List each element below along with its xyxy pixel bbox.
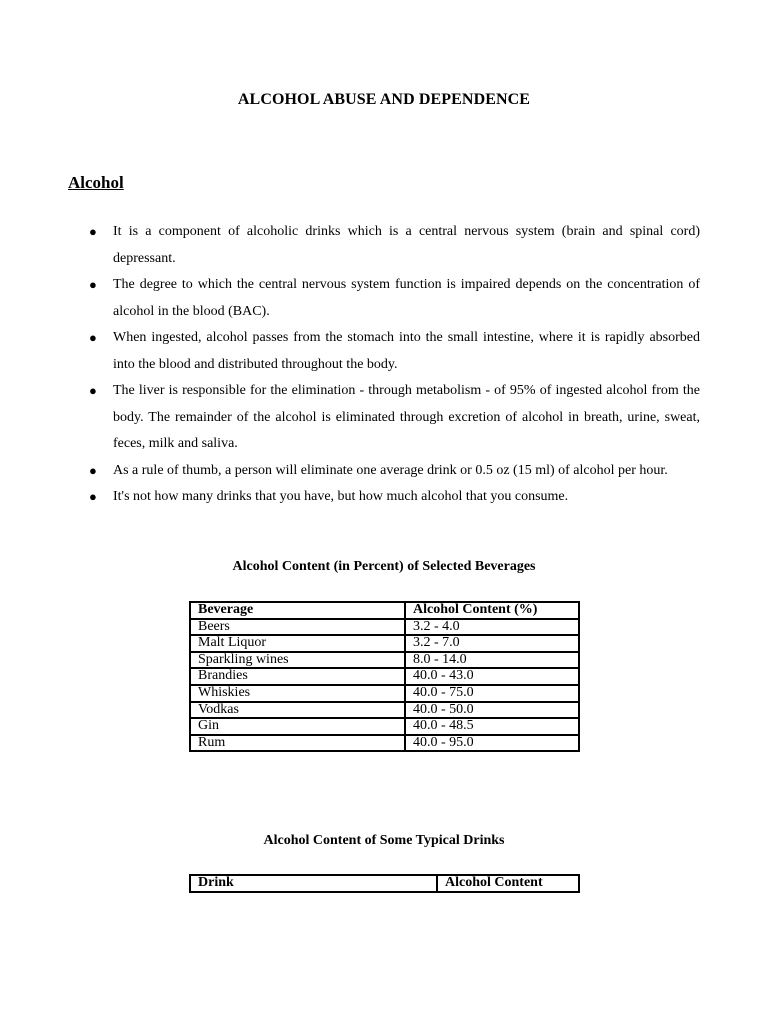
beverage-table xyxy=(189,601,580,752)
table-row xyxy=(190,619,579,636)
table-cell: Whiskies xyxy=(190,685,405,702)
list-item xyxy=(88,272,700,325)
table-row xyxy=(190,735,579,752)
list-item xyxy=(88,484,700,511)
table-cell: 40.0 - 50.0 xyxy=(405,702,579,719)
list-item xyxy=(88,458,700,485)
table-cell: Gin xyxy=(190,718,405,735)
bullet-text: The liver is responsible for the elimination - through metabolism - of 95% of ingested alcohol from the body. The remainder of the alcohol is eliminated through excretion of alcohol in breath, urine, sweat, feces, milk and saliva. xyxy=(113,383,700,451)
table-header-row xyxy=(190,875,579,892)
list-item xyxy=(88,219,700,272)
table-cell: Vodkas xyxy=(190,702,405,719)
table-cell: 40.0 - 48.5 xyxy=(405,718,579,735)
table-cell: 3.2 - 4.0 xyxy=(405,619,579,636)
table-cell: Malt Liquor xyxy=(190,635,405,652)
table-cell: 3.2 - 7.0 xyxy=(405,635,579,652)
column-header-alcohol-content: Alcohol Content xyxy=(437,875,579,892)
document-title: ALCOHOL ABUSE AND DEPENDENCE xyxy=(237,91,531,108)
column-header-drink: Drink xyxy=(190,875,437,892)
table-row xyxy=(190,668,579,685)
column-header-beverage: Beverage xyxy=(190,602,405,619)
table-cell: Brandies xyxy=(190,668,405,685)
drinks-table xyxy=(189,874,580,893)
table-cell: Beers xyxy=(190,619,405,636)
beverage-table-caption: Alcohol Content (in Percent) of Selected Beverages xyxy=(232,559,536,574)
table-cell: 8.0 - 14.0 xyxy=(405,652,579,669)
table-cell: Rum xyxy=(190,735,405,752)
list-item xyxy=(88,325,700,378)
column-header-alcohol-content: Alcohol Content (%) xyxy=(405,602,579,619)
list-item xyxy=(88,378,700,458)
drinks-table-caption: Alcohol Content of Some Typical Drinks xyxy=(263,833,505,848)
bullet-text: When ingested, alcohol passes from the stomach into the small intestine, where it is rapidly absorbed into the blood and distributed throughout the body. xyxy=(113,330,700,372)
table-row xyxy=(190,685,579,702)
table-cell: 40.0 - 95.0 xyxy=(405,735,579,752)
bullet-text: It's not how many drinks that you have, but how much alcohol that you consume. xyxy=(113,489,569,504)
section-heading: Alcohol xyxy=(68,173,124,192)
bullet-icon: ● xyxy=(89,277,97,292)
table-row xyxy=(190,718,579,735)
table-cell: 40.0 - 75.0 xyxy=(405,685,579,702)
table-header-row xyxy=(190,602,579,619)
bullet-text: It is a component of alcoholic drinks which is a central nervous system (brain and spinal cord) depressant. xyxy=(113,224,700,266)
bullet-icon: ● xyxy=(89,383,97,398)
bullet-icon: ● xyxy=(89,489,97,504)
table-row xyxy=(190,635,579,652)
table-cell: 40.0 - 43.0 xyxy=(405,668,579,685)
table-row xyxy=(190,702,579,719)
bullet-icon: ● xyxy=(89,462,97,478)
table-cell: Sparkling wines xyxy=(190,652,405,669)
bullet-text: As a rule of thumb, a person will eliminate one average drink or 0.5 oz (15 ml) of alcohol per hour. xyxy=(113,462,668,478)
table-row xyxy=(190,652,579,669)
bullet-icon: ● xyxy=(89,224,97,239)
bullet-text: The degree to which the central nervous system function is impaired depends on the concentration of alcohol in the blood (BAC). xyxy=(113,277,700,319)
bullet-icon: ● xyxy=(89,330,97,345)
bullet-list xyxy=(88,219,700,511)
